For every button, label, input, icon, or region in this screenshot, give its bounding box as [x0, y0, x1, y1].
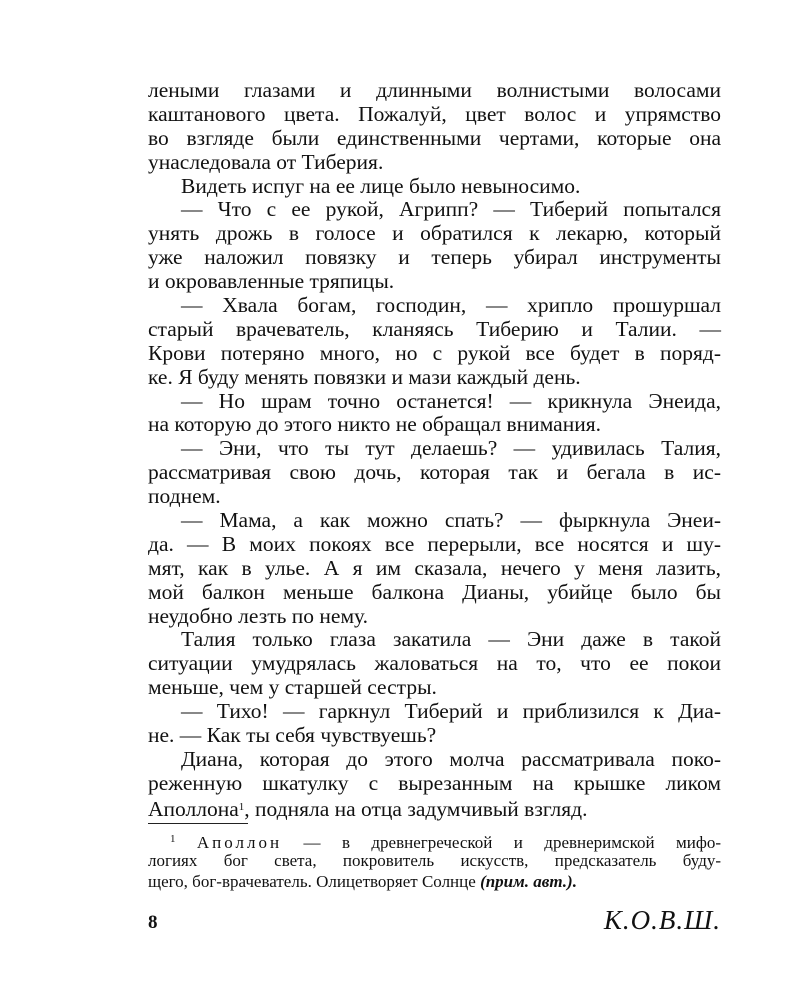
text-line: поднем. [148, 484, 221, 509]
text-line: — Эни, что ты тут делаешь? — удивилась Талия, [181, 436, 721, 461]
text-line: мой балкон меньше балкона Дианы, убийце было бы [148, 579, 721, 604]
text-line: унять дрожь в голосе и обратился к лекарю, который [148, 221, 721, 246]
footnote-divider [148, 823, 248, 824]
footnote-line: логиях бог света, покровитель искусств, предсказатель буду- [148, 851, 721, 870]
text-line: — Мама, а как можно спать? — фыркнула Энеи- [181, 508, 721, 533]
text-line: рассматривая свою дочь, которая так и бегала в ис- [148, 460, 721, 485]
text-line: — Тихо! — гаркнул Тиберий и приблизился к Диа- [181, 699, 721, 724]
footnote-text: — в древнегреческой и древнеримской мифо- [282, 833, 721, 852]
text-line: Видеть испуг на ее лице было невыносимо. [181, 173, 581, 198]
text-line: — Но шрам точно останется! — крикнула Энеида, [181, 388, 721, 413]
footnote-period: . [572, 872, 577, 891]
body-text [148, 79, 721, 820]
text-line: унаследовала от Тиберия. [148, 149, 384, 174]
footnote-line [148, 829, 721, 850]
author-note: (прим. авт.) [480, 872, 573, 891]
text-fragment: , подняла на отца задумчивый взгляд. [244, 796, 588, 821]
text-line: Крови потеряно много, но с рукой все будет в поряд- [148, 340, 721, 365]
text-line: Диана, которая до этого молча рассматривала поко- [181, 746, 721, 771]
text-line: ке. Я буду менять повязки и мази каждый день. [148, 364, 581, 389]
text-line: каштанового цвета. Пожалуй, цвет волос и упрямство [148, 101, 721, 126]
text-line: Талия только глаза закатила — Эни даже в такой [181, 627, 721, 652]
footnote-reference[interactable]: 1 [238, 800, 245, 813]
running-head: К.О.В.Ш. [603, 905, 721, 935]
text-line: не. — Как ты себя чувствуешь? [148, 723, 437, 748]
footnote-anchor-word: Аполлона [148, 796, 239, 821]
text-line: — Что с ее рукой, Агрипп? — Тиберий попытался [181, 197, 721, 222]
text-line: да. — В моих покоях все перерыли, все носятся и шу- [148, 531, 721, 556]
text-line [148, 796, 721, 820]
text-line: старый врачеватель, кланяясь Тиберию и Талии. — [148, 316, 721, 341]
footnote [148, 829, 721, 892]
footnote-marker: 1 [170, 833, 176, 845]
text-line: реженную шкатулку с вырезанным на крышке ликом [148, 770, 721, 795]
text-line: — Хвала богам, господин, — хрипло прошуршал [181, 293, 721, 318]
text-line: меньше, чем у старшей сестры. [148, 675, 437, 700]
text-line: неудобно лезть по нему. [148, 603, 369, 628]
text-line: уже наложил повязку и теперь убирал инструменты [148, 245, 721, 270]
text-line: леными глазами и длинными волнистыми волосами [148, 78, 721, 102]
footnote-line [148, 871, 721, 892]
text-line: во взгляде были единственными чертами, которые она [148, 125, 721, 150]
text-line: ситуации умудрялась жаловаться на то, что ее покои [148, 651, 721, 676]
footnote-text: щего, бог-врачеватель. Олицетворяет Солнце [148, 872, 481, 891]
text-line: и окровавленные тряпицы. [148, 269, 395, 294]
page-number: 8 [148, 912, 158, 933]
text-line: мят, как в улье. А я им сказала, нечего у меня лазить, [148, 555, 721, 580]
footnote-term: Аполлон [196, 833, 283, 852]
text-line: на которую до этого никто не обращал внимания. [148, 412, 601, 437]
